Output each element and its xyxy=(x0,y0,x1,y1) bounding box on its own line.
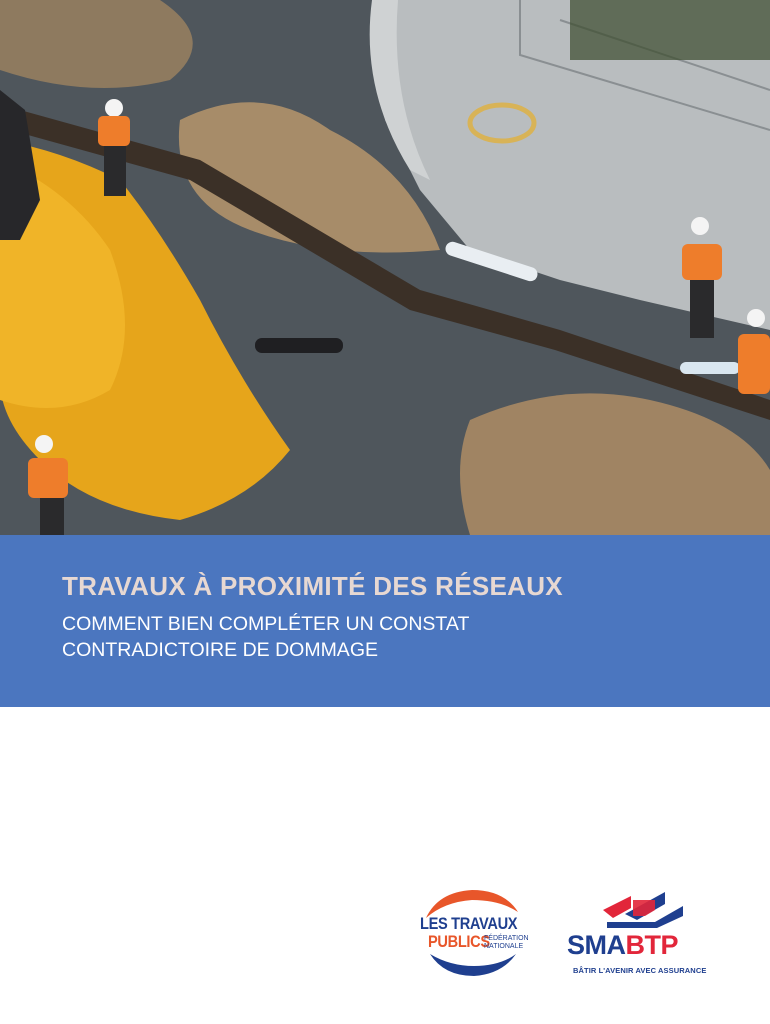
smabtp-logo xyxy=(565,888,715,984)
smabtp-wordmark-btp: BTP xyxy=(625,930,678,960)
title-band xyxy=(0,535,770,707)
ftp-logo-line-2: PUBLICS xyxy=(428,932,490,951)
smabtp-tagline: BÂTIR L'AVENIR AVEC ASSURANCE xyxy=(573,966,707,975)
smabtp-wordmark xyxy=(567,930,678,961)
ftp-logo-nationale: NATIONALE xyxy=(484,943,524,950)
subtitle-line-1: COMMENT BIEN COMPLÉTER UN CONSTAT xyxy=(62,613,470,635)
subtitle-line-2: CONTRADICTOIRE DE DOMMAGE xyxy=(62,639,378,661)
ftp-logo-federation: FÉDÉRATION xyxy=(484,935,529,942)
page-title: TRAVAUX À PROXIMITÉ DES RÉSEAUX xyxy=(62,571,563,601)
ftp-logo xyxy=(408,888,534,980)
smabtp-wordmark-sma: SMA xyxy=(567,930,626,960)
ftp-logo-line-1: LES TRAVAUX xyxy=(420,914,518,933)
smabtp-logo-emblem xyxy=(565,888,715,934)
ftp-logo-line-3 xyxy=(484,935,529,951)
page-subtitle xyxy=(62,611,469,663)
